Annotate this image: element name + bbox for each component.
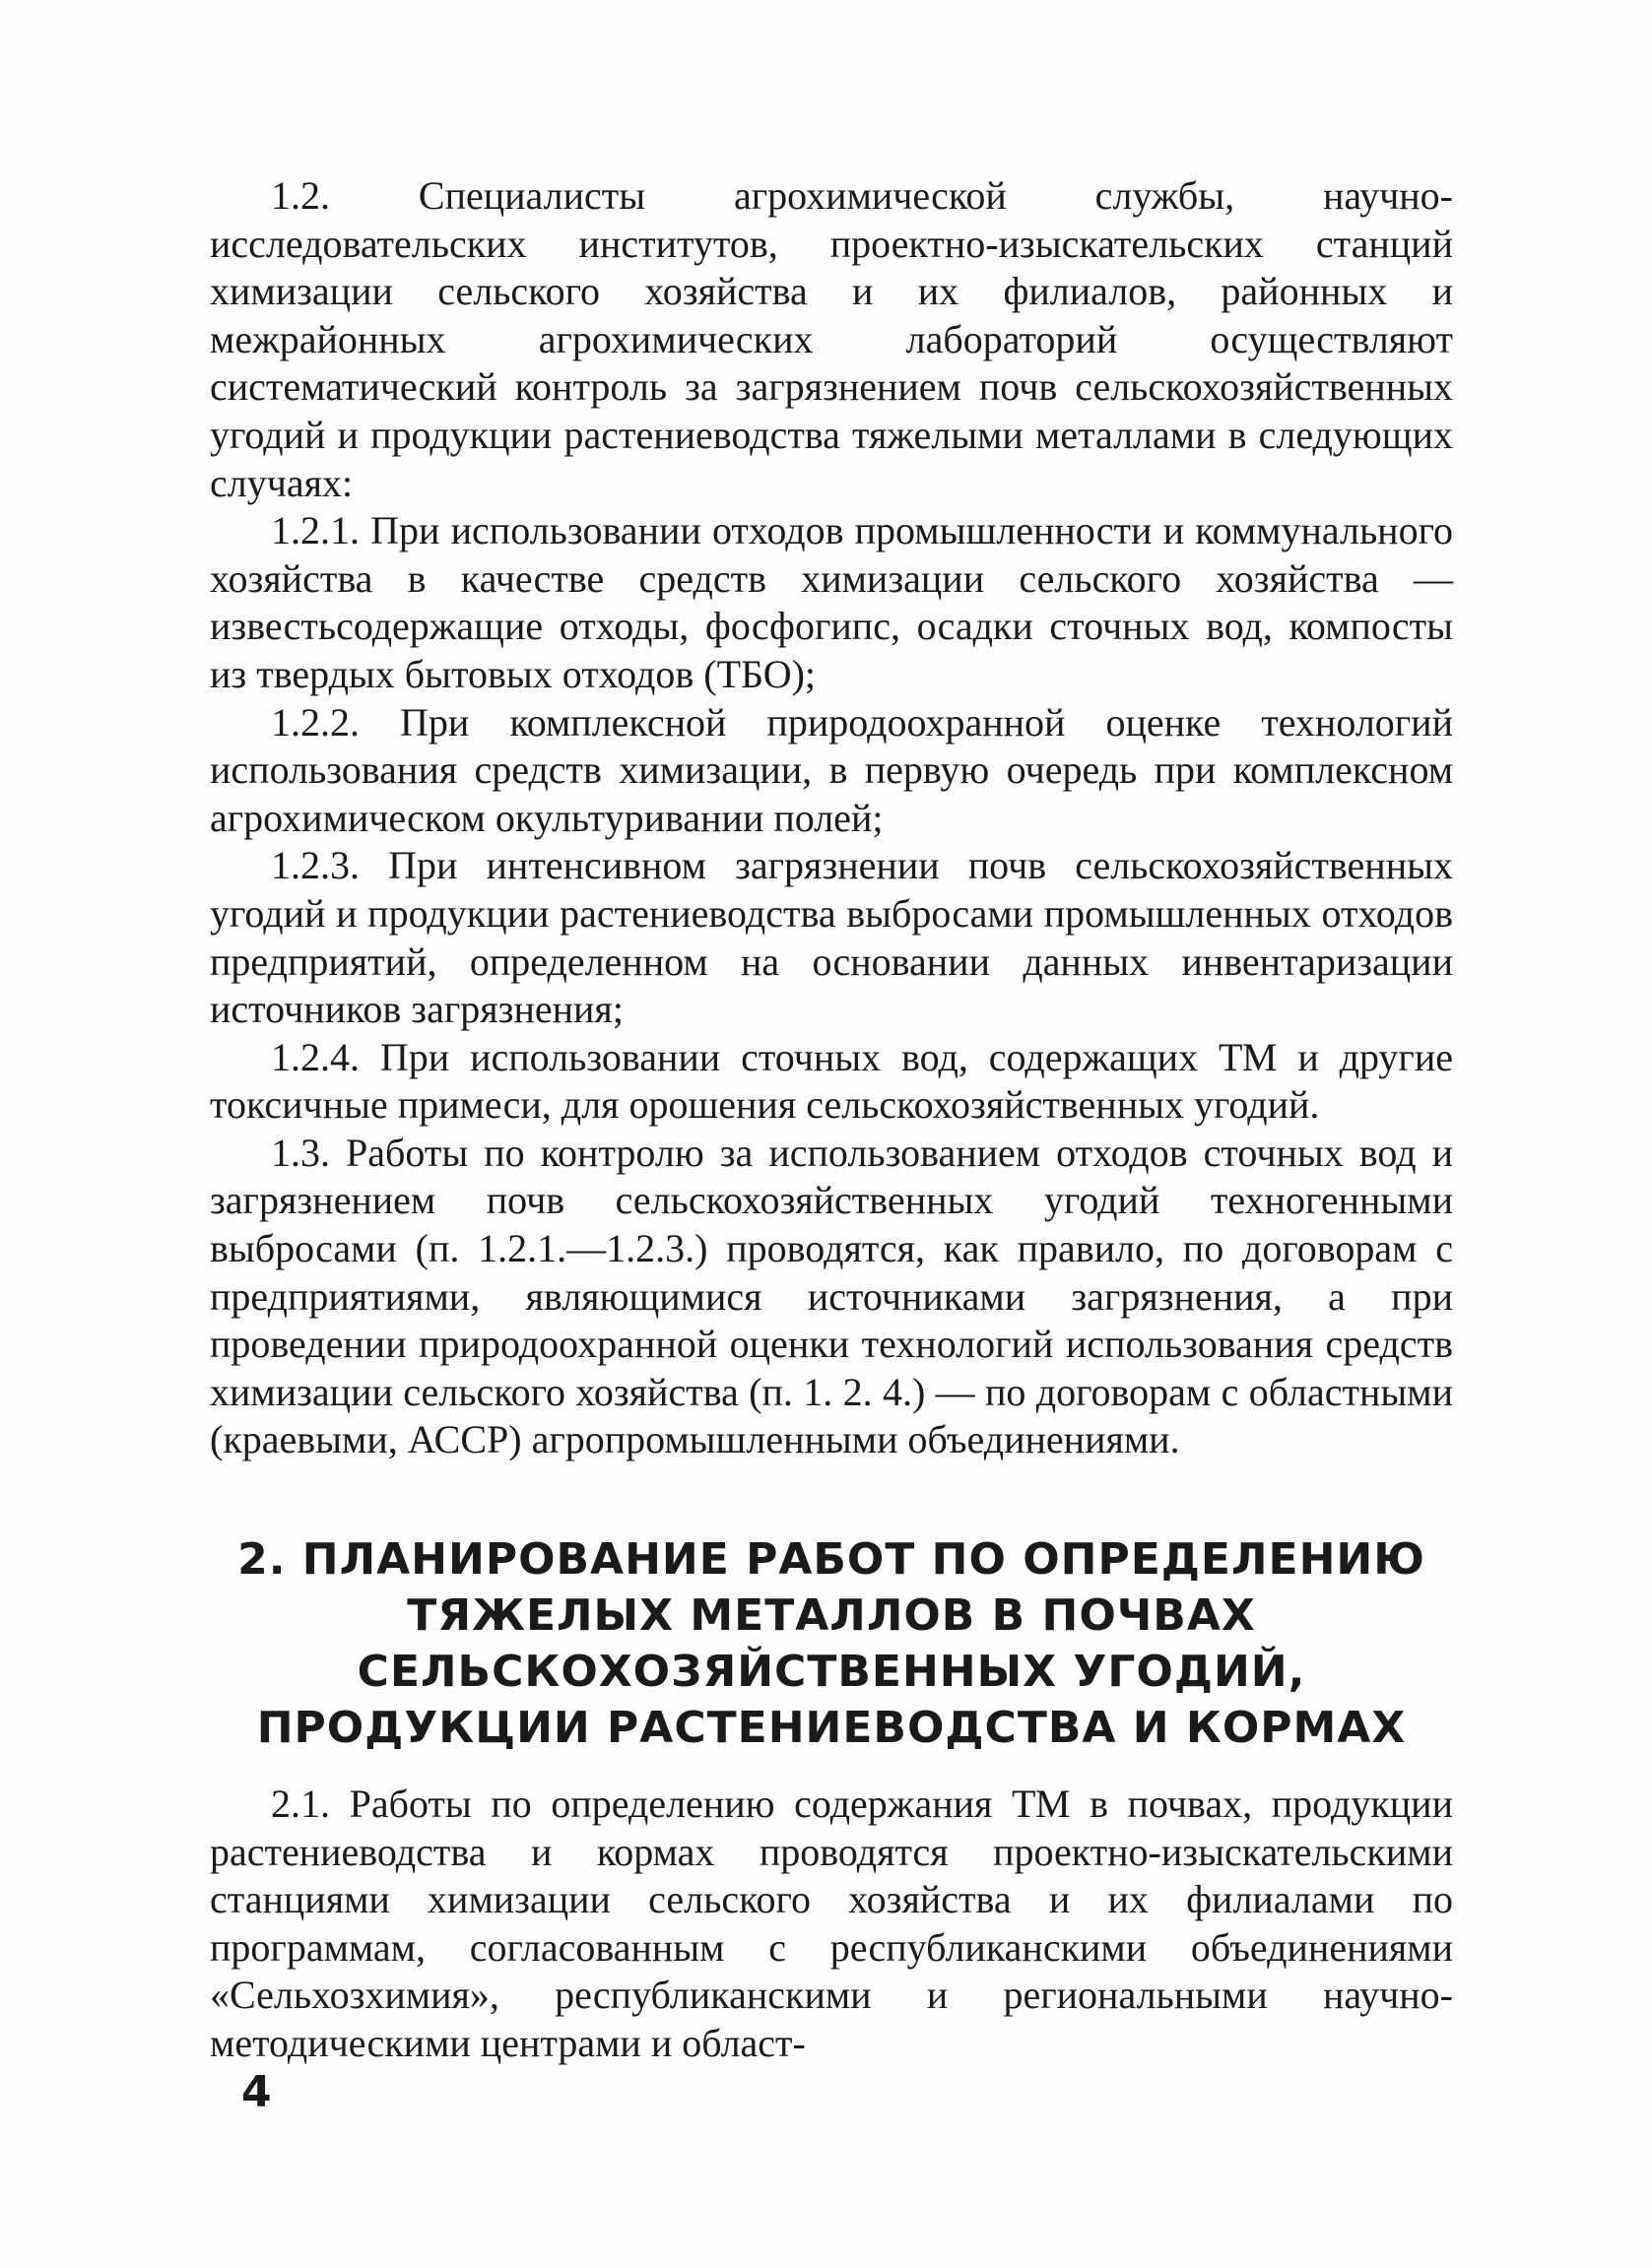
- heading-line: ПРОДУКЦИИ РАСТЕНИЕВОДСТВА И КОРМАХ: [256, 1703, 1407, 1753]
- heading-line: 2. ПЛАНИРОВАНИЕ РАБОТ ПО ОПРЕДЕЛЕНИЮ: [237, 1534, 1425, 1585]
- heading-line: СЕЛЬСКОХОЗЯЙСТВЕННЫХ УГОДИЙ,: [357, 1647, 1306, 1697]
- section-1-text: [210, 172, 1453, 1464]
- paragraph-1-2-3: 1.2.3. При интенсивном загрязнении почв сельскохозяйственных угодий и продукции растениеводства выбросами промышленных отходов предприятий, определенном на основании данных инвентаризации источников загрязнения;: [210, 843, 1453, 1032]
- section-2-heading: [210, 1531, 1453, 1756]
- paragraph-2-1: 2.1. Работы по определению содержания ТМ в почвах, продукции растениеводства и кормах проводятся проектно-изыскательскими станциями химизации сельского хозяйства и их филиалами по программам, согласованным с республиканскими объединениями «Сельхозхимия», республиканскими и региональными научно-методическими центрами и област-: [210, 1782, 1453, 2065]
- section-2-text: [210, 1781, 1453, 2068]
- paragraph-1-2: 1.2. Специалисты агрохимической службы, научно-исследовательских институтов, проектно-изыскательских станций химизации сельского хозяйства и их филиалов, районных и межрайонных агрохимических лабораторий осуществляют систематический контроль за загрязнением почв сельскохозяйственных угодий и продукции растениеводства тяжелыми металлами в следующих случаях:: [210, 173, 1453, 505]
- paragraph-1-2-1: 1.2.1. При использовании отходов промышленности и коммунального хозяйства в качестве средств химизации сельского хозяйства — известьсодержащие отходы, фосфогипс, осадки сточных вод, компосты из твердых бытовых отходов (ТБО);: [210, 508, 1453, 696]
- paragraph-1-2-4: 1.2.4. При использовании сточных вод, содержащих ТМ и другие токсичные примеси, для орошения сельскохозяйственных угодий.: [210, 1034, 1453, 1128]
- heading-line: ТЯЖЕЛЫХ МЕТАЛЛОВ В ПОЧВАХ: [407, 1590, 1256, 1641]
- paragraph-1-2-2: 1.2.2. При комплексной природоохранной оценке технологий использования средств химизации, в первую очередь при комплексном агрохимическом окультуривании полей;: [210, 699, 1453, 840]
- paragraph-1-3: 1.3. Работы по контролю за использованием отходов сточных вод и загрязнением почв сельскохозяйственных угодий техногенными выбросами (п. 1.2.1.—1.2.3.) проводятся, как правило, по договорам с предприятиями, являющимися источниками загрязнения, а при проведении природоохранной оценки технологий использования средств химизации сельского хозяйства (п. 1. 2. 4.) — по договорам с областными (краевыми, АССР) агропромышленными объединениями.: [210, 1130, 1453, 1462]
- page-number: 4: [241, 2067, 272, 2117]
